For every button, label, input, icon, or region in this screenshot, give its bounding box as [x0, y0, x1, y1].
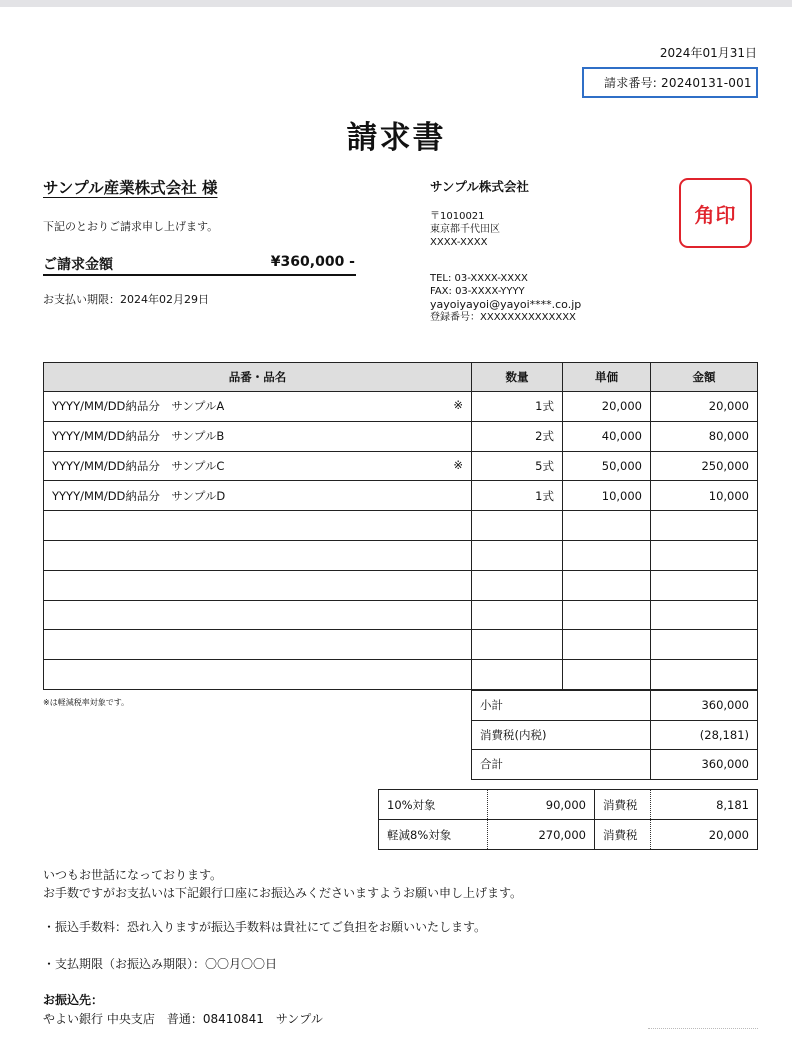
item-quantity: 2式	[472, 421, 563, 451]
item-amount: 10,000	[651, 481, 758, 511]
tax-breakdown-table	[378, 789, 758, 850]
total-row	[472, 750, 758, 780]
tax-category-label: 軽減8%対象	[379, 820, 488, 850]
company-seal-stamp: 角印	[679, 178, 752, 248]
header-item-name: 品番・品名	[44, 363, 472, 392]
item-unit-price	[563, 600, 651, 630]
item-quantity	[472, 540, 563, 570]
items-header-row	[44, 363, 758, 392]
item-quantity	[472, 660, 563, 690]
item-quantity	[472, 570, 563, 600]
email: yayoiyayoi@yayoi****.co.jp	[430, 298, 582, 311]
intro-text: 下記のとおりご請求申し上げます。	[43, 220, 219, 233]
reduced-tax-mark: ※	[453, 457, 463, 472]
tax-category-amount: 90,000	[488, 790, 595, 820]
item-amount	[651, 660, 758, 690]
item-name-cell	[44, 481, 472, 511]
issuer-address	[430, 210, 500, 249]
header-amount: 金額	[651, 363, 758, 392]
tax-breakdown-row	[379, 790, 758, 820]
item-amount	[651, 630, 758, 660]
tel: TEL: 03-XXXX-XXXX	[430, 273, 528, 284]
item-unit-price	[563, 511, 651, 541]
item-unit-price	[563, 570, 651, 600]
tax-category-tax: 20,000	[651, 820, 758, 850]
client-name: サンプル産業株式会社 様	[43, 179, 218, 197]
table-row	[44, 451, 758, 481]
item-quantity	[472, 600, 563, 630]
reduced-tax-mark: ※	[453, 398, 463, 413]
item-quantity	[472, 630, 563, 660]
item-name: YYYY/MM/DD納品分 サンプルA	[52, 399, 225, 414]
subtotal-label: 小計	[472, 691, 651, 721]
items-table	[43, 362, 758, 690]
item-name-cell	[44, 630, 472, 660]
table-row	[44, 600, 758, 630]
item-name-cell	[44, 570, 472, 600]
tax-value: (28,181)	[651, 720, 758, 750]
footer-mark	[648, 1028, 758, 1032]
tax-label: 消費税(内税)	[472, 720, 651, 750]
closing-message	[43, 866, 522, 902]
totals-table	[471, 690, 758, 780]
item-name-cell	[44, 451, 472, 481]
item-quantity	[472, 511, 563, 541]
item-amount	[651, 511, 758, 541]
fax: FAX: 03-XXXX-YYYY	[430, 286, 525, 297]
item-quantity: 5式	[472, 451, 563, 481]
item-amount	[651, 600, 758, 630]
table-row	[44, 511, 758, 541]
tax-category-tax-label: 消費税	[595, 820, 651, 850]
item-amount	[651, 570, 758, 600]
item-name-cell	[44, 660, 472, 690]
tax-category-tax-label: 消費税	[595, 790, 651, 820]
table-row	[44, 421, 758, 451]
table-row	[44, 630, 758, 660]
item-name: YYYY/MM/DD納品分 サンプルD	[52, 488, 226, 503]
item-unit-price	[563, 660, 651, 690]
issuer-contact	[430, 272, 581, 324]
table-row	[44, 481, 758, 511]
registration-number: 登録番号：XXXXXXXXXXXXXX	[430, 312, 576, 323]
address-line-2: XXXX-XXXX	[430, 237, 488, 248]
item-amount: 250,000	[651, 451, 758, 481]
item-unit-price: 50,000	[563, 451, 651, 481]
total-label: 合計	[472, 750, 651, 780]
table-row	[44, 570, 758, 600]
document-title: 請求書	[346, 120, 446, 156]
postal-code: 〒1010021	[430, 211, 485, 222]
header-unit-price: 単価	[563, 363, 651, 392]
item-amount: 80,000	[651, 421, 758, 451]
item-unit-price: 40,000	[563, 421, 651, 451]
total-value: 360,000	[651, 750, 758, 780]
billing-amount-value: ¥360,000 -	[270, 254, 355, 270]
item-name-cell	[44, 540, 472, 570]
header-quantity: 数量	[472, 363, 563, 392]
tax-category-tax: 8,181	[651, 790, 758, 820]
table-row	[44, 540, 758, 570]
item-amount: 20,000	[651, 392, 758, 422]
item-quantity: 1式	[472, 481, 563, 511]
tax-category-amount: 270,000	[488, 820, 595, 850]
tax-category-label: 10%対象	[379, 790, 488, 820]
item-name: YYYY/MM/DD納品分 サンプルC	[52, 458, 225, 473]
invoice-date: 2024年01月31日	[659, 46, 757, 60]
payment-due: お支払い期限：2024年02月29日	[43, 293, 209, 306]
transfer-fee-note: ・振込手数料：恐れ入りますが振込手数料は貴社にてご負担をお願いいたします。	[43, 920, 487, 934]
item-name-cell	[44, 421, 472, 451]
tax-breakdown-row	[379, 820, 758, 850]
billing-amount-label: ご請求金額	[43, 257, 113, 273]
subtotal-value: 360,000	[651, 691, 758, 721]
table-row	[44, 392, 758, 422]
item-name-cell	[44, 600, 472, 630]
payment-deadline-note: ・支払期限（お振込み期限）：〇〇月〇〇日	[43, 957, 278, 971]
issuer-company: サンプル株式会社	[430, 179, 529, 194]
item-amount	[651, 540, 758, 570]
top-border	[0, 0, 792, 7]
address-line-1: 東京都千代田区	[430, 224, 500, 235]
item-unit-price	[563, 630, 651, 660]
invoice-number: 請求番号: 20240131-001	[582, 67, 758, 98]
item-name-cell	[44, 392, 472, 422]
bank-account: やよい銀行 中央支店 普通：08410841 サンプル	[43, 1012, 323, 1026]
table-row	[44, 660, 758, 690]
closing-line-1: いつもお世話になっております。	[43, 868, 223, 882]
bank-label: お振込先：	[43, 993, 104, 1007]
item-unit-price: 10,000	[563, 481, 651, 511]
closing-line-2: お手数ですがお支払いは下記銀行口座にお振込みくださいますようお願い申し上げます。	[43, 886, 523, 900]
item-unit-price	[563, 540, 651, 570]
item-name-cell	[44, 511, 472, 541]
item-unit-price: 20,000	[563, 392, 651, 422]
item-quantity: 1式	[472, 392, 563, 422]
amount-underline	[43, 274, 356, 276]
items-body	[44, 392, 758, 690]
reduced-tax-note: ※は軽減税率対象です。	[43, 698, 130, 707]
item-name: YYYY/MM/DD納品分 サンプルB	[52, 429, 225, 444]
tax-row	[472, 720, 758, 750]
subtotal-row	[472, 691, 758, 721]
